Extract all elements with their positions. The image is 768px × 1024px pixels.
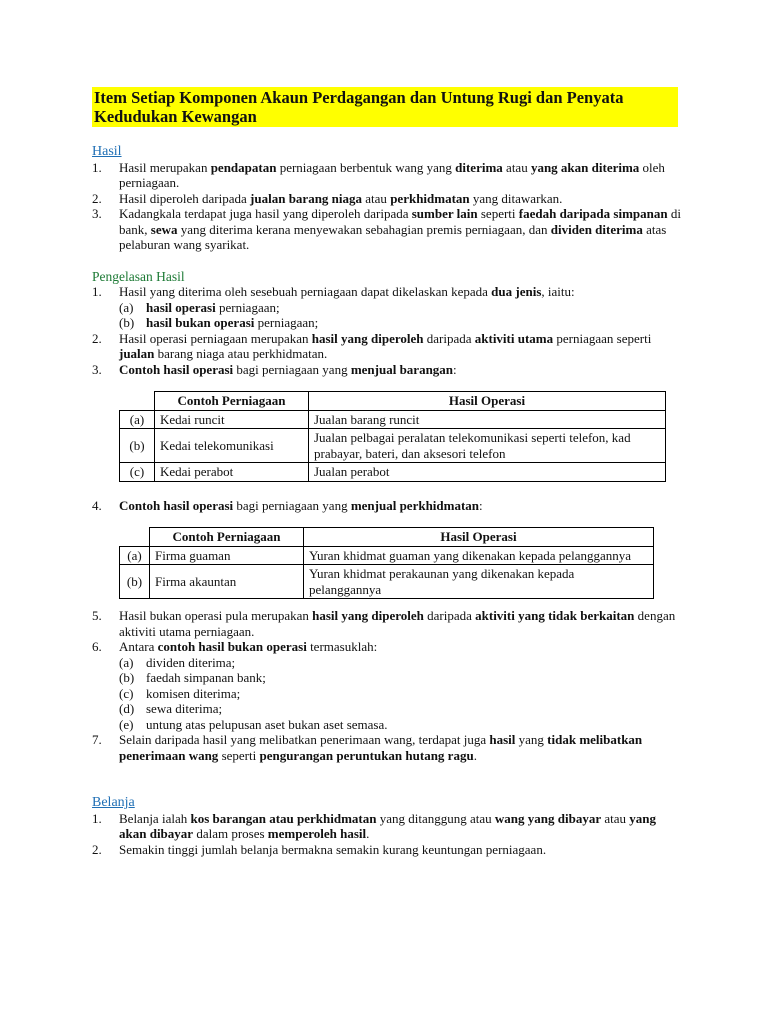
text-run: sewa diterima; [146,701,223,716]
sub-label: (b) [119,315,135,330]
item-text [119,608,675,639]
text-run: seperti [218,747,260,763]
item-text [119,811,656,842]
bold-term: perkhidmatan [390,190,470,206]
cell-perniagaan: Kedai telekomunikasi [155,429,309,463]
item-text [119,842,546,857]
item-number: 2. [92,330,102,346]
item-number: 5. [92,608,102,623]
text-run: Semakin tinggi jumlah belanja bermakna semakin kurang keuntungan perniagaan. [119,841,547,857]
text-run: atau [502,159,531,175]
list-item [92,811,682,842]
text-run: barang niaga atau perkhidmatan. [154,346,328,361]
row-label: (a) [120,410,155,429]
sub-item [119,315,682,331]
list-item [92,842,682,858]
table-header-row [120,392,666,411]
item-number: 6. [92,639,102,654]
item-text [119,206,681,252]
bold-term: menjual barangan [350,361,454,377]
text-run: dengan aktiviti utama perniagaan. [119,608,676,639]
cell-hasil: Jualan pelbagai peralatan telekomunikasi seperti telefon, kad prabayar, bateri, dan aksesori telefon [309,429,666,463]
sub-text [146,717,388,732]
table-corner [120,392,155,411]
bold-term: Contoh hasil operasi [119,497,234,513]
bold-term: Contoh hasil operasi [119,361,234,377]
sub-label: (a) [119,654,134,670]
table-row [120,410,666,429]
text-run: perniagaan; [254,315,319,330]
text-run: . [473,747,477,763]
text-run: atau [601,810,630,826]
bold-term: hasil yang diperoleh [312,608,424,623]
text-run: : [479,497,483,513]
row-label: (b) [120,565,150,599]
bold-term: aktiviti utama [474,330,554,346]
sub-text [146,300,280,315]
table-header-row [120,528,654,547]
text-run: komisen diterima; [146,685,241,701]
section-heading-belanja: Belanja [92,795,135,810]
list-item [92,191,682,207]
list-item [92,160,682,191]
item-number: 4. [92,497,102,513]
text-run: yang [515,732,548,747]
bold-term: pengurangan peruntukan hutang ragu [259,747,474,763]
item-text [119,498,483,513]
document-title: Item Setiap Komponen Akaun Perdagangan dan Untung Rugi dan Penyata Kedudukan Kewangan [92,87,678,127]
row-label: (c) [120,463,155,482]
bold-term: hasil [489,732,516,747]
bold-term: yang akan dibayar [119,810,657,841]
item-number: 1. [92,810,102,826]
text-run: daripada [423,608,476,623]
row-label: (a) [120,546,150,565]
cell-hasil: Yuran khidmat guaman yang dikenakan kepada pelanggannya [304,546,654,565]
text-run: bagi perniagaan yang [233,361,351,377]
text-run: perniagaan berbentuk wang yang [276,159,456,175]
text-run: : [453,361,457,377]
text-run: dividen diterima; [146,654,236,670]
item-text [119,362,457,377]
sub-text [146,701,222,716]
column-header: Contoh Perniagaan [155,392,309,411]
sub-item [119,300,682,316]
cell-perniagaan: Firma akauntan [150,565,304,599]
sub-label: (c) [119,685,134,701]
text-run: untung atas pelupusan aset bukan aset semasa. [146,716,388,732]
bold-term: jualan [119,346,155,361]
text-run: Selain daripada hasil yang melibatkan penerimaan wang, terdapat juga [119,732,490,747]
bold-term: pendapatan [210,159,277,175]
table-perkhidmatan [119,527,654,599]
item-text [119,191,562,206]
text-run: Hasil bukan operasi pula merupakan [119,608,313,623]
item-number: 2. [92,841,102,857]
table-row [120,546,654,565]
list-item [92,639,682,655]
bold-term: menjual perkhidmatan [350,497,480,513]
list-item [92,206,682,253]
text-run: perniagaan seperti [553,330,652,346]
text-run: yang diterima kerana menyewakan sebahagian premis perniagaan, dan [177,221,551,237]
text-run: dalam proses [193,826,268,841]
text-run: oleh perniagaan. [119,159,665,190]
text-run: faedah simpanan bank; [146,670,266,685]
section-heading-hasil: Hasil [92,144,122,159]
sub-label: (a) [119,299,134,315]
cell-perniagaan: Kedai runcit [155,410,309,429]
item-number: 7. [92,732,102,747]
item-number: 2. [92,190,102,206]
column-header: Hasil Operasi [309,392,666,411]
text-run: Kadangkala terdapat juga hasil yang diperoleh daripada [119,206,412,221]
bold-term: hasil bukan operasi [146,315,255,330]
bold-term: jualan barang niaga [250,190,363,206]
text-run: Hasil diperoleh daripada [119,190,251,206]
sub-text [146,686,240,701]
column-header: Contoh Perniagaan [150,528,304,547]
item-text [119,284,575,299]
cell-hasil: Jualan perabot [309,463,666,482]
table-barangan [119,391,666,482]
bold-term: dua jenis [491,284,542,299]
text-run: Antara [119,639,158,654]
item-text [119,160,665,191]
section-heading-pengelasan: Pengelasan Hasil [92,268,185,284]
bold-term: sewa [150,221,178,237]
cell-perniagaan: Firma guaman [150,546,304,565]
list-item [92,608,682,639]
list-item [92,362,682,378]
item-number: 1. [92,284,102,299]
text-run: Belanja ialah [119,810,191,826]
bold-term: wang yang dibayar [494,810,602,826]
column-header: Hasil Operasi [304,528,654,547]
cell-perniagaan: Kedai perabot [155,463,309,482]
list-item [92,284,682,300]
table-row [120,429,666,463]
text-run: Hasil operasi perniagaan merupakan [119,330,312,346]
text-run: di bank, [119,206,681,237]
table-corner [120,528,150,547]
sub-text [146,315,318,330]
list-item [92,732,682,763]
sub-item [119,717,682,733]
document-page [92,87,682,857]
sub-text [146,655,235,670]
cell-hasil: Yuran khidmat perakaunan yang dikenakan kepada pelanggannya [304,565,654,599]
item-number: 3. [92,206,102,221]
cell-hasil: Jualan barang runcit [309,410,666,429]
item-text [119,331,651,362]
bold-term: hasil yang diperoleh [311,330,424,346]
sub-label: (b) [119,670,135,685]
item-number: 1. [92,159,102,175]
text-run: daripada [423,330,475,346]
bold-term: sumber lain [411,206,478,221]
sub-label: (d) [119,701,135,716]
text-run: bagi perniagaan yang [233,497,351,513]
text-run: atau [362,190,391,206]
bold-term: hasil operasi [146,299,216,315]
sub-item [119,701,682,717]
sub-item [119,670,682,686]
text-run: Hasil merupakan [119,159,211,175]
text-run: perniagaan; [215,299,280,315]
text-run: . [366,826,370,841]
item-text [119,732,642,763]
text-run: Hasil yang diterima oleh sesebuah perniagaan dapat dikelaskan kepada [119,284,492,299]
item-text [119,639,377,654]
text-run: seperti [477,206,519,221]
text-run: atas pelaburan wang syarikat. [119,221,667,252]
sub-item [119,686,682,702]
list-item [92,498,682,514]
sub-label: (e) [119,716,134,732]
item-number: 3. [92,361,102,377]
list-item [92,331,682,362]
bold-term: tidak melibatkan penerimaan wang [119,732,643,763]
bold-term: contoh hasil bukan operasi [157,639,307,654]
list-hasil [92,160,682,253]
text-run: yang ditanggung atau [376,810,495,826]
bold-term: faedah daripada simpanan [518,206,668,221]
bold-term: yang akan diterima [530,159,640,175]
sub-text [146,670,266,685]
table-row [120,463,666,482]
table-row [120,565,654,599]
text-run: , iaitu: [541,284,575,299]
bold-term: aktiviti yang tidak berkaitan [475,608,635,623]
bold-term: diterima [455,159,503,175]
text-run: termasuklah: [306,639,378,654]
bold-term: memperoleh hasil [267,826,367,841]
bold-term: kos barangan atau perkhidmatan [190,810,377,826]
sub-item [119,655,682,671]
text-run: yang ditawarkan. [469,190,563,206]
row-label: (b) [120,429,155,463]
bold-term: dividen diterima [550,221,643,237]
